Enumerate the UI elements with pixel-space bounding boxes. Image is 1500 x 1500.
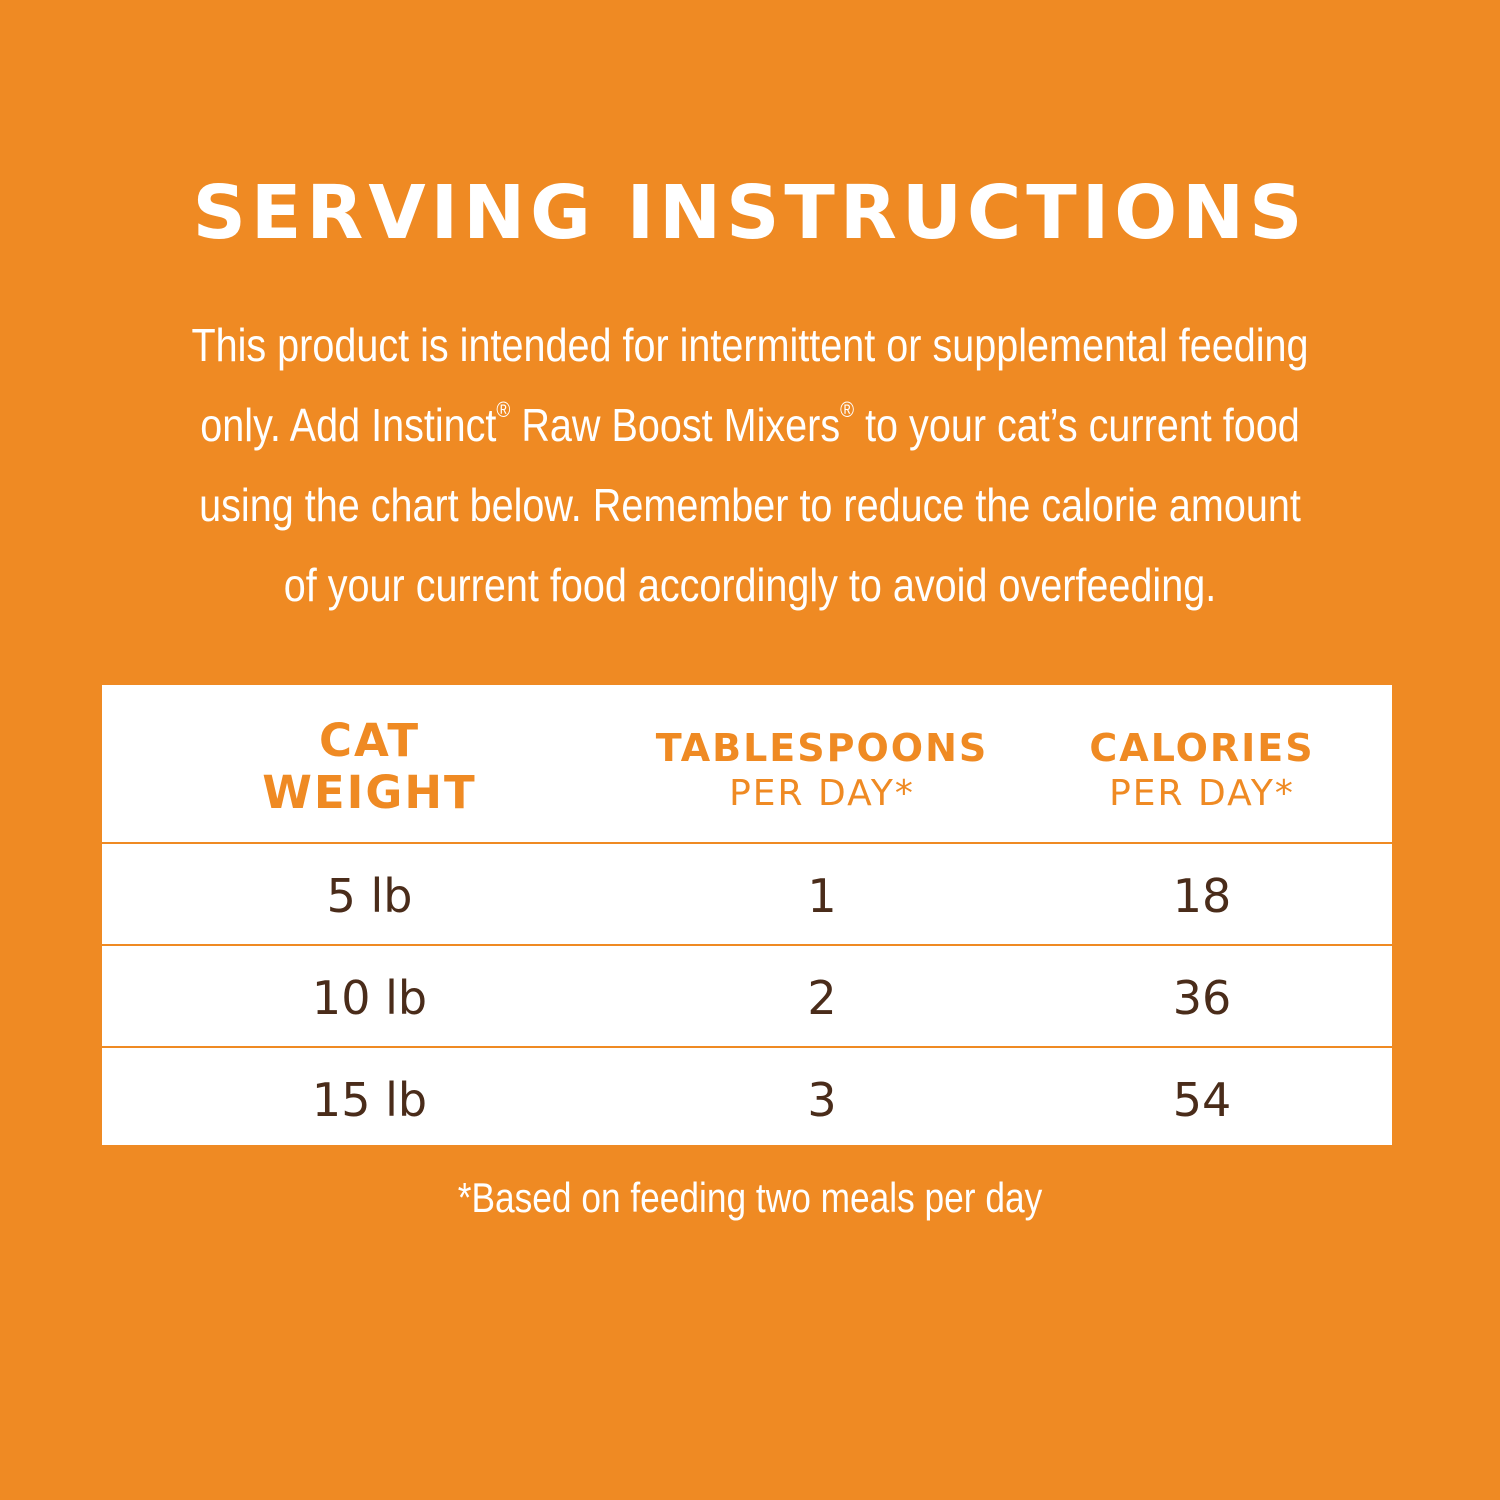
cell-tablespoons: 2 bbox=[807, 971, 837, 1025]
table-row bbox=[102, 844, 1392, 946]
cell-calories: 54 bbox=[1172, 1073, 1232, 1127]
registered-mark: ® bbox=[496, 397, 511, 422]
cell-calories: 18 bbox=[1172, 869, 1232, 923]
header-label: WEIGHT bbox=[262, 766, 477, 819]
intro-line bbox=[191, 385, 1309, 465]
intro-line: This product is intended for intermittent or supplemental feeding bbox=[191, 319, 1309, 371]
cell-weight: 10 lb bbox=[311, 971, 428, 1025]
header-label: TABLESPOONS bbox=[655, 726, 989, 770]
cell-tablespoons: 3 bbox=[807, 1073, 837, 1127]
footnote: *Based on feeding two meals per day bbox=[457, 1174, 1043, 1221]
table-header bbox=[102, 685, 1392, 844]
cell-weight: 5 lb bbox=[326, 869, 413, 923]
intro-text: only. Add Instinct bbox=[200, 399, 497, 451]
header-label: CAT bbox=[318, 714, 421, 767]
intro-paragraph bbox=[191, 305, 1309, 625]
table-row bbox=[102, 1048, 1392, 1145]
cell-tablespoons: 1 bbox=[807, 869, 837, 923]
header-sublabel: PER DAY* bbox=[1109, 773, 1295, 814]
page-title: SERVING INSTRUCTIONS bbox=[192, 170, 1308, 256]
cell-weight: 15 lb bbox=[311, 1073, 428, 1127]
intro-line: of your current food accordingly to avoid overfeeding. bbox=[283, 559, 1217, 611]
registered-mark: ® bbox=[840, 397, 855, 422]
header-label: CALORIES bbox=[1089, 726, 1315, 770]
intro-text: to your cat’s current food bbox=[854, 399, 1300, 451]
header-sublabel: PER DAY* bbox=[729, 773, 915, 814]
intro-line: using the chart below. Remember to reduce the calorie amount bbox=[199, 479, 1301, 531]
feeding-chart-table bbox=[102, 685, 1392, 1145]
cell-calories: 36 bbox=[1172, 971, 1232, 1025]
intro-text: Raw Boost Mixers bbox=[510, 399, 841, 451]
table-row bbox=[102, 946, 1392, 1048]
